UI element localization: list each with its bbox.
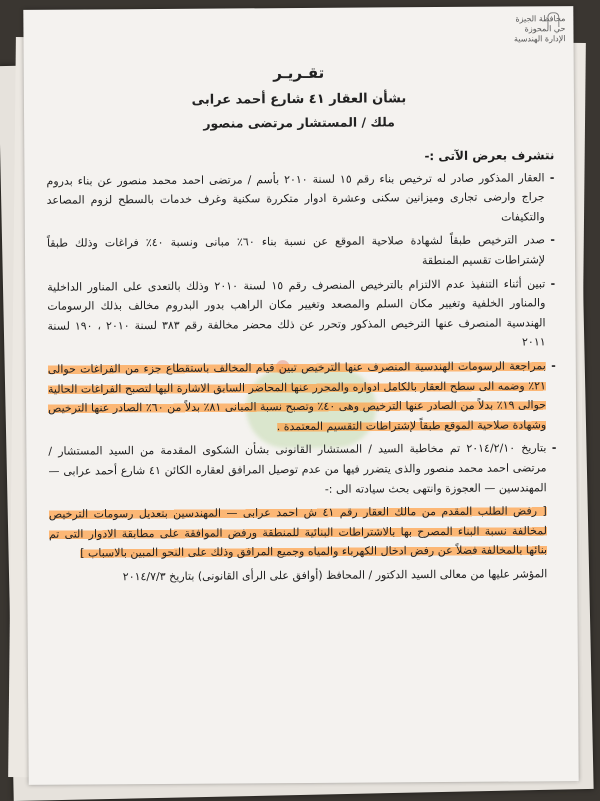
document-page (23, 6, 578, 785)
paragraph-date (48, 439, 556, 501)
report-title: تقـريـر (273, 63, 325, 83)
bullet: - (551, 441, 557, 455)
emblem-icon (547, 12, 559, 27)
stamp-line-1: محافظة الجيزة (515, 14, 566, 24)
paragraph-ratio (47, 231, 555, 274)
highlighted-text: بمراجعة الرسومات الهندسية المنصرف عنها الترخيص تبين قيام المخالف باستقطاع جزء من الفراغات حوالى ٢١٪ وضمه الى سطح العقار بالكامل ادواره والمحرر عنها المحاضر السابق الاشارة اليها لتصبح الفراغات الحالية حوالى ١٩٪ بدلاً من الصادر عنها الترخيص وهى ٤٠٪ وتصبح نسبة المبانى ٨١٪ بدلاً من ٦٠٪ الصادر عنها الترخيص وشهادة صلاحية الموقع طبقاً لإشتراطات التقسيم المعتمدة . (47, 359, 547, 433)
bullet: - (549, 170, 555, 184)
paragraph-text: العقار المذكور صادر له ترخيص بناء رقم ١٥ لسنة ٢٠١٠ بأسم / مرتضى احمد محمد منصور عن بناء بدروم جراج وارضى تجارى وميزانين سكنى وعشرة ادوار متكررة سكنية وغرف خدمات بالسطح لزوم المصاعد والتكيفات (46, 170, 545, 224)
paragraph-decision (49, 501, 557, 563)
paragraph-license (46, 168, 554, 230)
report-subject: بشأن العقار ٤١ شارع أحمد عرابى (191, 91, 407, 108)
header (24, 62, 574, 132)
paragraph-text: تبين أثناء التنفيذ عدم الالتزام بالترخيص المنصرف رقم ١٥ لسنة ٢٠١٠ وذلك بالتعدى على المناور الداخلية والمناور الخلفية وتغيير مكان السلم والمصعد وتغيير مكان الراهب بدور البدروم مخالف بذلك الرسومات الهندسية المنصرف عنها الترخيص المذكور وتحرر عن ذلك محضر مخالفة رقم ٣٨٣ لسنة ٢٠١٠ ، ١٩٠ لسنة ٢٠١١ (47, 276, 546, 349)
bullet: - (550, 276, 556, 290)
report-owner: ملك / المستشار مرتضى منصور (203, 114, 395, 131)
report-body (46, 146, 557, 591)
highlighted-decision: [ رفض الطلب المقدم من مالك العقار رقم ٤١ ش احمد عرابى — المهندسين بتعديل رسومات الترخيص لمخالفة نسبة البناء المصرح بها بالاشتراطات البنائية للمنطقة ورفض الموافقة على مطابقة الادوار التى تم بنائها بالمخالفة فضلاً عن رفض ادخال الكهرباء والمياه وجميع المرافق وذلك على النحو المبين بالاسباب ] (48, 504, 548, 560)
paragraph-text: بتاريخ ٢٠١٤/٢/١٠ تم مخاطبة السيد / المستشار القانونى بشأن الشكوى المقدمة من السيد المستشار / مرتضى احمد محمد منصور والذى يتضرر فيها من عدم توصيل المرافق لعقاره الكائن ٤١ شارع أحمد عرابى — المهندسين — العجوزة وانتهى بحث سيادته الى :- (48, 441, 547, 496)
bullet: - (551, 359, 556, 373)
stamp-line-3: الإدارة الهندسية (513, 34, 566, 44)
bullet: - (550, 233, 555, 247)
letterhead-stamp (505, 14, 565, 62)
paragraph-violation (47, 274, 556, 356)
paragraph-text: صدر الترخيص طبقاً لشهادة صلاحية الموقع عن نسبة بناء ٦٠٪ مبانى ونسبة ٤٠٪ فراغات وذلك طبقاً لإشتراطات تقسيم المنطقة (46, 233, 546, 268)
paragraph-approval (49, 564, 557, 587)
paragraph-highlighted (48, 356, 557, 438)
stamp-line-2: حي المحوزة (524, 24, 566, 34)
approval-text: المؤشر عليها من معالى السيد الدكتور / المحافظ (أوافق على الرأى القانونى) بتاريخ ٢٠١٤/٧/٣ (122, 567, 548, 584)
intro-line: نتشرف بعرض الآتى :- (424, 148, 555, 164)
